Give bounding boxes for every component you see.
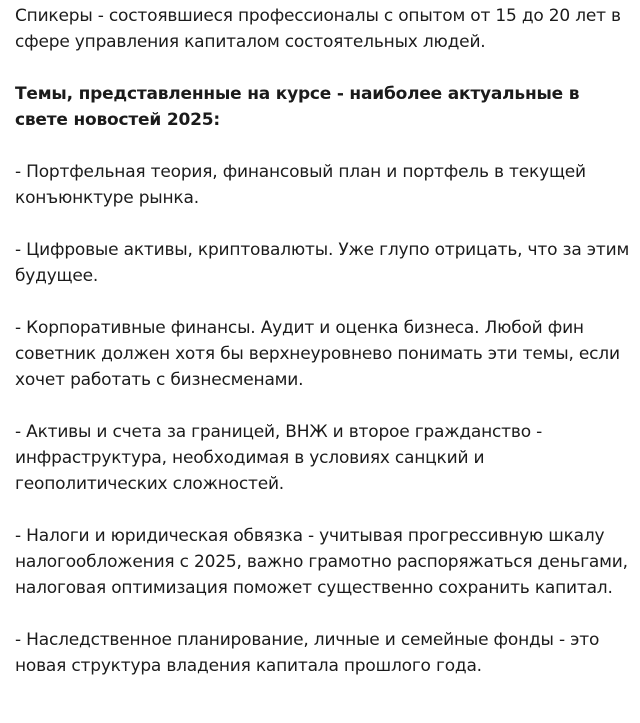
intro-paragraph: Спикеры - состоявшиеся профессионалы с опытом от 15 до 20 лет в сфере управления капиталом состоятельных людей. <box>15 6 621 52</box>
topic-foreign-assets: - Активы и счета за границей, ВНЖ и второе гражданство - инфраструктура, необходимая в условиях санцкий и геополитических сложностей. <box>15 422 543 494</box>
topic-inheritance: - Наследственное планирование, личные и семейные фонды - это новая структура владения капитала прошлого года. <box>15 630 600 676</box>
topic-taxes: - Налоги и юридическая обвязка - учитывая прогрессивную шкалу налогообложения с 2025, важно грамотно распоряжаться деньгами, налоговая оптимизация поможет существенно сохранить капитал. <box>15 526 628 598</box>
topic-portfolio: - Портфельная теория, финансовый план и портфель в текущей конъюнктуре рынка. <box>15 162 586 208</box>
topics-heading: Темы, представленные на курсе - наиболее актуальные в свете новостей 2025: <box>15 84 580 130</box>
topic-corporate-finance: - Корпоративные финансы. Аудит и оценка бизнеса. Любой фин советник должен хотя бы верхнеуровнево понимать эти темы, если хочет работать с бизнесменами. <box>15 318 620 390</box>
topic-crypto: - Цифровые активы, криптовалюты. Уже глупо отрицать, что за этим будущее. <box>15 240 630 286</box>
